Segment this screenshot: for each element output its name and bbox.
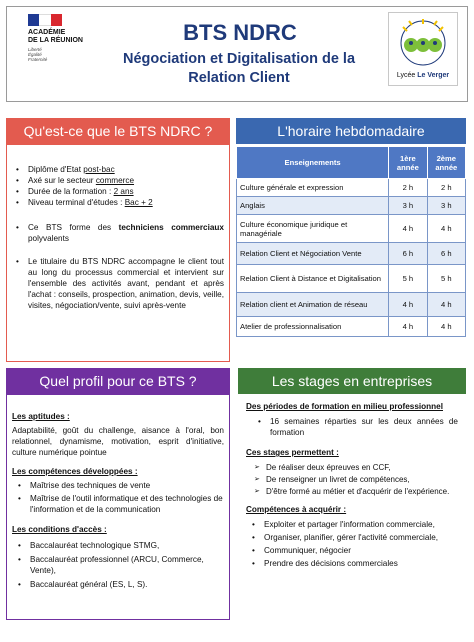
item-text: Durée de la formation :: [28, 187, 114, 196]
school-name: [388, 72, 458, 79]
para1-pre: Ce BTS forme des: [28, 223, 119, 232]
cell-subject: Culture économique juridique et managériale: [237, 215, 389, 243]
cell-year1: 2 h: [389, 179, 427, 197]
para-item: [10, 222, 224, 244]
school-prefix: Lycée: [396, 72, 416, 79]
subtitle-line2: Relation Client: [188, 70, 290, 86]
table-row: [237, 197, 466, 215]
cell-year2: 4 h: [427, 317, 465, 337]
list-item: • Exploiter et partager l'information commerciale,: [246, 519, 458, 530]
list-item: ➢ De renseigner un livret de compétences,: [246, 474, 458, 485]
internships-heading: Les stages en entreprises: [238, 368, 466, 394]
academy-logo: [28, 14, 98, 62]
profile-heading: Quel profil pour ce BTS ?: [6, 368, 230, 394]
aptitudes-title: Les aptitudes :: [12, 412, 70, 421]
cell-subject: Relation Client à Distance et Digitalisation: [237, 265, 389, 293]
what-is-content: [10, 164, 224, 311]
para-item: • Le titulaire du BTS NDRC accompagne le client tout au long du processus commercial et intervient sur l'ensemble des activités avant, pendant et après l'achat : conseils, prospection, animation, devis, veille, visites, négociation/vente, suivi après-vente: [10, 256, 224, 311]
cell-year1: 6 h: [389, 243, 427, 265]
item-underlined: Bac + 2: [124, 198, 153, 207]
list-item: [10, 164, 224, 175]
cell-subject: Culture générale et expression: [237, 179, 389, 197]
list-item: [10, 175, 224, 186]
allow-title: Ces stages permettent :: [246, 448, 339, 457]
item-underlined: commerce: [95, 176, 135, 185]
list-item: ➢ D'être formé au métier et d'acquérir de l'expérience.: [246, 486, 458, 497]
cell-year1: 5 h: [389, 265, 427, 293]
periods-list: [246, 416, 458, 438]
allow-list: [246, 462, 458, 497]
profile-content: [12, 412, 224, 590]
cell-year2: 3 h: [427, 197, 465, 215]
list-item: • Baccalauréat professionnel (ARCU, Commerce, Vente),: [12, 554, 224, 576]
cell-subject: Relation client et Animation de réseau: [237, 293, 389, 317]
schedule-table-wrap: [236, 146, 466, 337]
item-underlined: 2 ans: [113, 187, 134, 196]
cell-year2: 4 h: [427, 215, 465, 243]
table-row: [237, 293, 466, 317]
list-item: [10, 186, 224, 197]
table-row: [237, 179, 466, 197]
cell-subject: Relation Client et Négociation Vente: [237, 243, 389, 265]
cell-subject: Atelier de professionnalisation: [237, 317, 389, 337]
cell-year2: 4 h: [427, 293, 465, 317]
item-text: Diplôme d'Etat: [28, 165, 84, 174]
col-header-year1: 1ère année: [389, 147, 427, 179]
access-title: Les conditions d'accès :: [12, 525, 107, 534]
motto-line3: Fraternité: [28, 57, 48, 62]
table-row: [237, 243, 466, 265]
col-header-year2: 2ème année: [427, 147, 465, 179]
cell-year2: 2 h: [427, 179, 465, 197]
list-item: • Maîtrise des techniques de vente: [12, 480, 224, 491]
page-title: BTS NDRC: [183, 20, 297, 45]
schedule-table: [236, 146, 466, 337]
list-item: [10, 197, 224, 208]
academy-name-line2: DE LA RÉUNION: [28, 37, 83, 44]
list-item: • Baccalauréat général (ES, L, S).: [12, 579, 224, 590]
acquire-title: Compétences à acquérir :: [246, 505, 347, 514]
access-list: [12, 540, 224, 590]
list-item: ➢ De réaliser deux épreuves en CCF,: [246, 462, 458, 473]
schedule-heading: L'horaire hebdomadaire: [236, 118, 466, 144]
aptitudes-text: Adaptabilité, goût du challenge, aisance à l'oral, bon relationnel, dynamisme, motivation, esprit d'initiative, culture numérique pointue: [12, 426, 224, 457]
col-header-subject: Enseignements: [237, 147, 389, 179]
list-item: • Prendre des décisions commerciales: [246, 558, 458, 569]
periods-title: Des périodes de formation en milieu professionnel: [246, 402, 443, 411]
what-is-heading: Qu'est-ce que le BTS NDRC ?: [6, 118, 230, 144]
cell-year1: 4 h: [389, 215, 427, 243]
cell-year1: 4 h: [389, 293, 427, 317]
motto-line2: Égalité: [28, 52, 42, 57]
internships-content: [246, 402, 458, 569]
what-is-para1: [10, 222, 224, 244]
school-logo-graphic-icon: [389, 13, 457, 73]
table-row: [237, 215, 466, 243]
acquire-list: [246, 519, 458, 569]
list-item: • Baccalauréat technologique STMG,: [12, 540, 224, 551]
list-item: • Communiquer, négocier: [246, 545, 458, 556]
subtitle-line1: Négociation et Digitalisation de la: [122, 51, 356, 67]
table-row: [237, 317, 466, 337]
list-item: • Maîtrise de l'outil informatique et des technologies de l'information et de la communication: [12, 493, 224, 515]
para1-post: polyvalents: [28, 234, 69, 243]
cell-year2: 5 h: [427, 265, 465, 293]
page-subtitle: [104, 50, 374, 88]
list-item: • Organiser, planifier, gérer l'activité commerciale,: [246, 532, 458, 543]
motto-line1: Liberté: [28, 47, 42, 52]
academy-name-line1: ACADÉMIE: [28, 29, 66, 36]
list-item: • 16 semaines réparties sur les deux années de formation: [252, 416, 458, 438]
skills-list: [12, 480, 224, 515]
what-is-list: [10, 164, 224, 208]
what-is-para2: [10, 256, 224, 311]
cell-subject: Anglais: [237, 197, 389, 215]
item-text: Niveau terminal d'études :: [28, 198, 125, 207]
school-name-text: Le Verger: [417, 72, 450, 79]
french-flag-icon: [28, 14, 62, 26]
skills-title: Les compétences développées :: [12, 467, 138, 476]
cell-year1: 3 h: [389, 197, 427, 215]
item-text: Axé sur le secteur: [28, 176, 96, 185]
cell-year2: 6 h: [427, 243, 465, 265]
cell-year1: 4 h: [389, 317, 427, 337]
item-underlined: post-bac: [83, 165, 115, 174]
table-row: [237, 265, 466, 293]
para1-bold: techniciens commerciaux: [118, 223, 224, 232]
